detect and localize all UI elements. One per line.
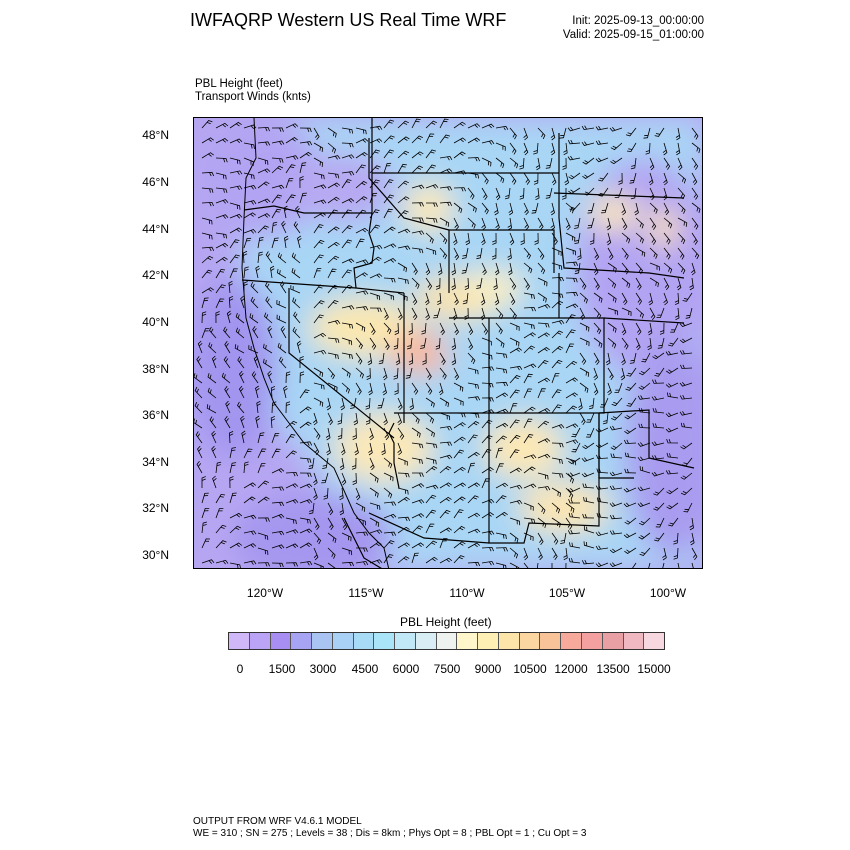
lat-label-44: 44°N bbox=[142, 222, 169, 236]
model-info-line2: WE = 310 ; SN = 275 ; Levels = 38 ; Dis = 8km ; Phys Opt = 8 ; PBL Opt = 1 ; Cu Opt = 3 bbox=[193, 828, 587, 839]
colorbar-swatch bbox=[644, 633, 664, 649]
colorbar-swatch bbox=[540, 633, 561, 649]
colorbar-swatch bbox=[312, 633, 333, 649]
lat-label-32: 32°N bbox=[142, 501, 169, 515]
field-label-pbl: PBL Height (feet) bbox=[195, 78, 283, 90]
lon-label-115: 115°W bbox=[348, 586, 384, 600]
colorbar-swatch bbox=[478, 633, 499, 649]
lat-label-48: 48°N bbox=[142, 128, 169, 142]
colorbar-swatch bbox=[520, 633, 541, 649]
map-panel bbox=[193, 117, 703, 569]
lat-label-30: 30°N bbox=[142, 548, 169, 562]
model-info-line1: OUTPUT FROM WRF V4.6.1 MODEL bbox=[193, 816, 362, 827]
colorbar-swatch bbox=[416, 633, 437, 649]
colorbar-swatch bbox=[499, 633, 520, 649]
colorbar-swatch bbox=[291, 633, 312, 649]
colorbar-swatch bbox=[250, 633, 271, 649]
field-label-winds: Transport Winds (knts) bbox=[195, 91, 311, 103]
colorbar-swatch bbox=[603, 633, 624, 649]
colorbar-title: PBL Height (feet) bbox=[400, 615, 492, 629]
init-time: Init: 2025-09-13_00:00:00 bbox=[572, 15, 704, 27]
colorbar-swatch bbox=[354, 633, 375, 649]
colorbar-label: 6000 bbox=[392, 662, 420, 676]
colorbar-label: 0 bbox=[236, 662, 244, 676]
colorbar-swatch bbox=[333, 633, 354, 649]
lon-label-100: 100°W bbox=[649, 586, 687, 600]
page-title: IWFAQRP Western US Real Time WRF bbox=[190, 10, 507, 30]
field-labels bbox=[195, 78, 311, 104]
colorbar-label: 4500 bbox=[351, 662, 379, 676]
colorbar-swatch bbox=[457, 633, 478, 649]
colorbar-swatch bbox=[582, 633, 603, 649]
model-info bbox=[193, 816, 586, 840]
colorbar-swatch bbox=[561, 633, 582, 649]
colorbar-label: 15000 bbox=[637, 662, 671, 676]
lat-label-42: 42°N bbox=[142, 268, 169, 282]
lat-label-38: 38°N bbox=[142, 362, 169, 376]
lon-label-105: 105°W bbox=[548, 586, 586, 600]
colorbar-label: 13500 bbox=[596, 662, 630, 676]
colorbar-label: 10500 bbox=[513, 662, 547, 676]
colorbar-label: 9000 bbox=[474, 662, 502, 676]
colorbar-label: 3000 bbox=[309, 662, 337, 676]
time-info bbox=[563, 14, 704, 42]
colorbar-swatch bbox=[624, 633, 645, 649]
colorbar-swatch bbox=[271, 633, 292, 649]
colorbar-swatch bbox=[437, 633, 458, 649]
colorbar-swatch bbox=[374, 633, 395, 649]
lat-label-40: 40°N bbox=[142, 315, 169, 329]
lat-label-34: 34°N bbox=[142, 455, 169, 469]
lat-label-46: 46°N bbox=[142, 175, 169, 189]
map-canvas bbox=[194, 118, 703, 569]
valid-time: Valid: 2025-09-15_01:00:00 bbox=[562, 29, 704, 41]
lon-label-110: 110°W bbox=[449, 586, 485, 600]
colorbar-swatch bbox=[395, 633, 416, 649]
colorbar bbox=[228, 632, 665, 650]
colorbar-label: 1500 bbox=[268, 662, 296, 676]
colorbar-swatch bbox=[229, 633, 250, 649]
lat-label-36: 36°N bbox=[142, 408, 169, 422]
colorbar-label: 7500 bbox=[433, 662, 461, 676]
lon-label-120: 120°W bbox=[246, 586, 284, 600]
colorbar-label: 12000 bbox=[554, 662, 588, 676]
